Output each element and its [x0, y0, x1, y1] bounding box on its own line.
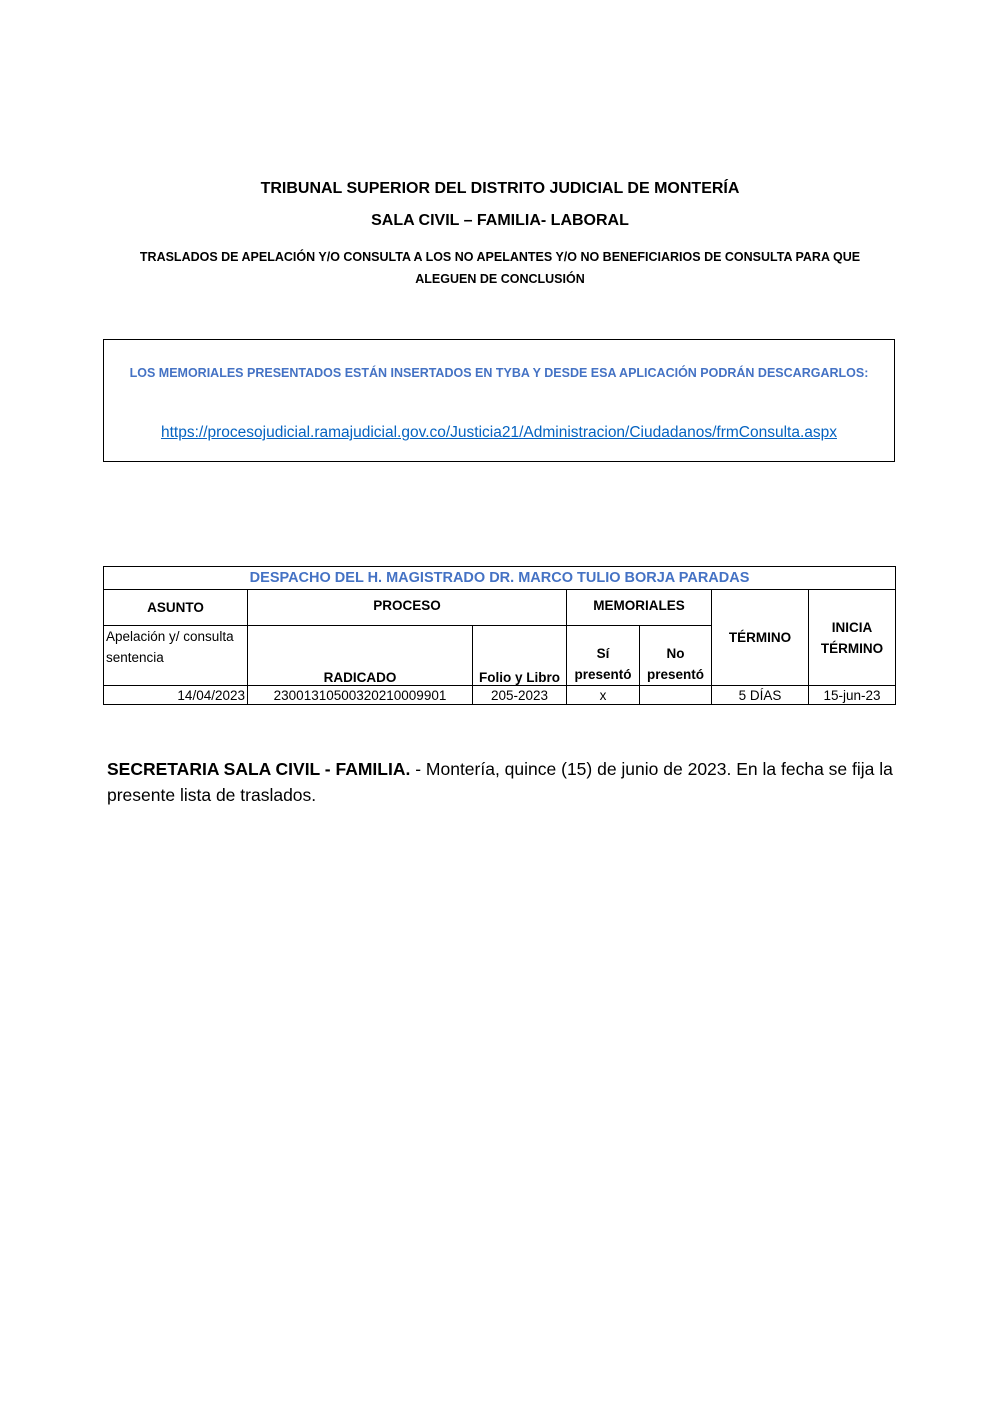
notice-box	[103, 339, 895, 462]
despacho-header: DESPACHO DEL H. MAGISTRADO DR. MARCO TULIO BORJA PARADAS	[104, 567, 896, 590]
proceso-header: PROCESO	[248, 590, 567, 626]
si-presento-cell: x	[567, 686, 640, 705]
court-title: TRIBUNAL SUPERIOR DEL DISTRITO JUDICIAL DE MONTERÍA	[260, 180, 740, 197]
termino-cell: 5 DÍAS	[712, 686, 809, 705]
radicado-header: RADICADO	[248, 626, 473, 686]
inicia-termino-header: INICIA TÉRMINO	[809, 590, 896, 686]
si-presento-header: Sí presentó	[567, 626, 640, 686]
traslados-table	[103, 566, 896, 705]
folio-cell: 205-2023	[473, 686, 567, 705]
inicia-cell: 15-jun-23	[809, 686, 896, 705]
secretaria-label: SECRETARIA SALA CIVIL - FAMILIA.	[107, 759, 411, 779]
termino-header: TÉRMINO	[712, 590, 809, 686]
secretaria-note	[107, 756, 907, 808]
radicado-cell: 23001310500320210009901	[248, 686, 473, 705]
document-subtitle: TRASLADOS DE APELACIÓN Y/O CONSULTA A LOS NO APELANTES Y/O NO BENEFICIARIOS DE CONSULTA PARA QUE ALEGUEN DE CONCLUSIÓN	[139, 250, 861, 286]
asunto-description: Apelación y/ consulta sentencia	[104, 626, 248, 686]
table-row	[104, 686, 896, 705]
folio-libro-header: Folio y Libro	[473, 626, 567, 686]
tyba-link[interactable]: https://procesojudicial.ramajudicial.gov.co/Justicia21/Administracion/Ciudadanos/frmConsulta.aspx	[160, 424, 837, 441]
asunto-header: ASUNTO	[104, 590, 248, 626]
memoriales-header: MEMORIALES	[567, 590, 712, 626]
notice-text: LOS MEMORIALES PRESENTADOS ESTÁN INSERTADOS EN TYBA Y DESDE ESA APLICACIÓN PODRÁN DESCARGARLOS:	[129, 366, 869, 380]
secretaria-text: - Montería, quince (15) de junio de 2023. En la fecha se fija la presente lista de traslados.	[107, 759, 893, 805]
fecha-cell: 14/04/2023	[104, 686, 248, 705]
no-presento-cell	[640, 686, 712, 705]
no-presento-header: No presentó	[640, 626, 712, 686]
sala-title: SALA CIVIL – FAMILIA- LABORAL	[371, 212, 629, 229]
